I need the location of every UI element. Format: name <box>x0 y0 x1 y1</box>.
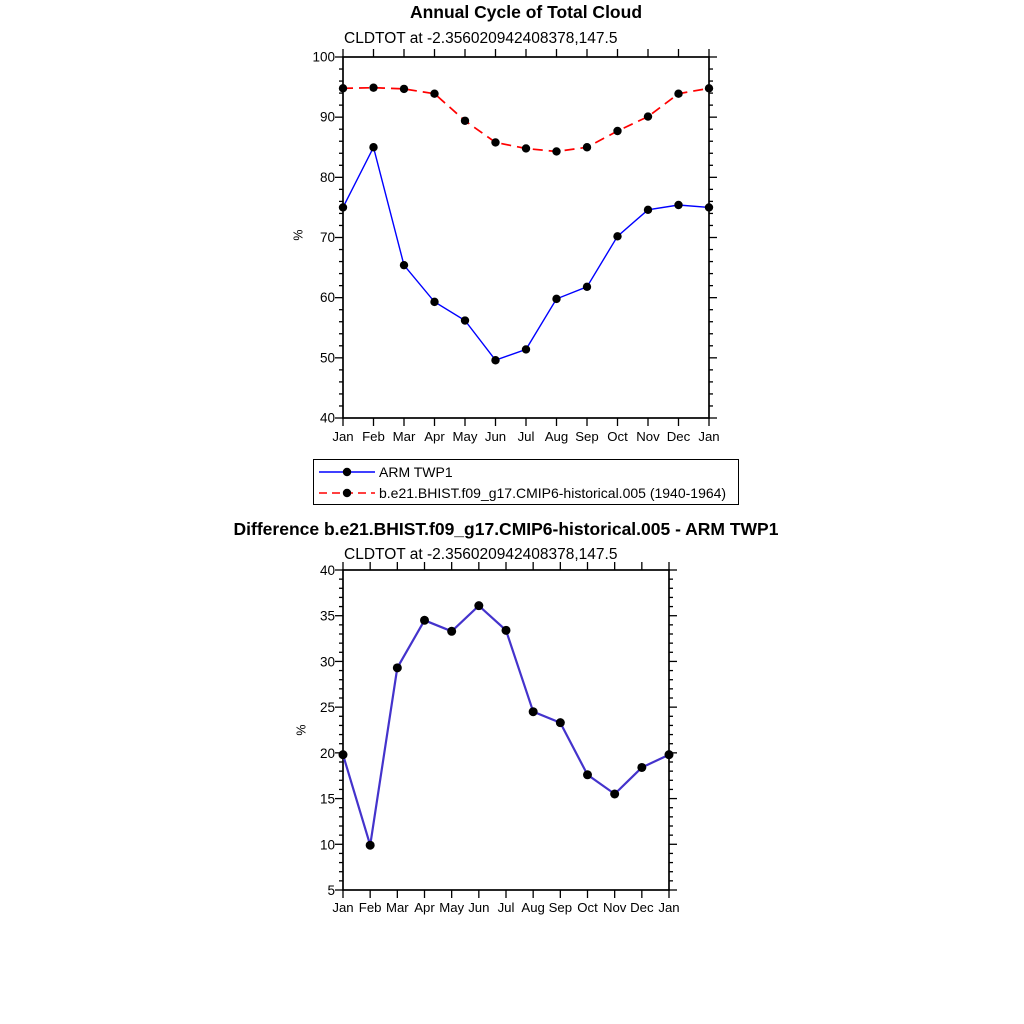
data-point-marker <box>369 83 377 91</box>
y-tick-label: 15 <box>319 791 335 807</box>
data-point-marker <box>393 663 402 672</box>
data-point-marker <box>674 90 682 98</box>
chart2-title: Difference b.e21.BHIST.f09_g17.CMIP6-historical.005 - ARM TWP1 <box>233 519 779 539</box>
y-tick-label: 20 <box>319 745 335 761</box>
legend-line-sample-solid-icon <box>318 466 376 478</box>
y-tick-label: 35 <box>319 608 335 624</box>
chart1-title: Annual Cycle of Total Cloud <box>409 2 643 22</box>
x-tick-label: Dec <box>666 429 691 444</box>
x-tick-label: Oct <box>607 429 628 444</box>
series-line-1 <box>343 147 709 360</box>
data-point-marker <box>430 90 438 98</box>
data-point-marker <box>610 790 619 799</box>
data-point-marker <box>583 770 592 779</box>
chart2-y-axis-label: % <box>294 724 309 736</box>
data-point-marker <box>665 750 674 759</box>
data-point-marker <box>339 203 347 211</box>
x-tick-label: Apr <box>424 429 445 444</box>
data-point-marker <box>400 261 408 269</box>
data-point-marker <box>644 206 652 214</box>
y-tick-label: 30 <box>319 654 335 670</box>
data-point-marker <box>705 84 713 92</box>
x-tick-label: Oct <box>577 900 598 915</box>
axis-frame <box>343 570 669 890</box>
x-tick-label: Sep <box>575 429 599 444</box>
y-tick-label: 70 <box>319 230 335 245</box>
x-tick-label: Nov <box>602 900 627 915</box>
data-point-marker <box>502 626 511 635</box>
y-tick-label: 60 <box>319 290 335 306</box>
x-tick-label: Aug <box>544 429 569 444</box>
legend-line-sample-dashed-icon <box>318 487 376 499</box>
x-tick-label: May <box>452 429 478 444</box>
x-tick-label: Mar <box>392 429 416 444</box>
y-tick-label: 80 <box>319 169 335 185</box>
data-point-marker <box>552 295 560 303</box>
x-tick-label: Jul <box>497 900 515 915</box>
legend-label-arm-twp1: ARM TWP1 <box>379 463 453 480</box>
series-line-1 <box>343 606 669 846</box>
data-point-marker <box>461 316 469 324</box>
x-tick-label: Jun <box>484 429 507 444</box>
x-tick-label: Feb <box>358 900 382 915</box>
x-tick-label: Dec <box>630 900 654 915</box>
chart1-y-axis-label: % <box>291 229 306 241</box>
data-point-marker <box>522 144 530 152</box>
y-tick-label: 50 <box>319 350 335 366</box>
chart1-subtitle: CLDTOT at -2.356020942408378,147.5 <box>344 30 618 47</box>
data-point-marker <box>369 143 377 151</box>
legend-entry-model <box>318 482 738 503</box>
x-tick-label: Feb <box>362 429 385 444</box>
y-tick-label: 10 <box>319 837 335 853</box>
x-tick-label: Nov <box>636 429 660 444</box>
data-point-marker <box>430 298 438 306</box>
x-tick-label: Apr <box>414 900 435 915</box>
data-point-marker <box>637 763 646 772</box>
data-point-marker <box>461 117 469 125</box>
data-point-marker <box>583 283 591 291</box>
data-point-marker <box>705 203 713 211</box>
data-point-marker <box>674 201 682 209</box>
data-point-marker <box>613 232 621 240</box>
data-point-marker <box>339 750 348 759</box>
chart2-subtitle: CLDTOT at -2.356020942408378,147.5 <box>344 546 618 563</box>
x-tick-label: Mar <box>385 900 409 915</box>
data-point-marker <box>339 84 347 92</box>
y-tick-label: 100 <box>312 49 335 65</box>
legend-entry-arm-twp1 <box>318 461 738 482</box>
y-tick-label: 40 <box>319 410 335 426</box>
data-point-marker <box>583 143 591 151</box>
data-point-marker <box>491 138 499 146</box>
y-tick-label: 40 <box>319 563 335 578</box>
data-point-marker <box>491 356 499 364</box>
data-point-marker <box>400 85 408 93</box>
x-tick-label: Jan <box>332 900 354 915</box>
x-tick-label: Jun <box>468 900 490 915</box>
chart-2-plot <box>320 562 680 915</box>
data-point-marker <box>556 718 565 727</box>
legend-label-model: b.e21.BHIST.f09_g17.CMIP6-historical.005 (1940-1964) <box>379 484 727 501</box>
data-point-marker <box>522 345 530 353</box>
chart-1-plot <box>312 49 719 444</box>
series-line-2 <box>343 88 709 152</box>
x-tick-label: May <box>439 900 465 915</box>
data-point-marker <box>420 616 429 625</box>
data-point-marker <box>447 627 456 636</box>
data-point-marker <box>529 707 538 716</box>
data-point-marker <box>552 147 560 155</box>
x-tick-label: Sep <box>548 900 573 915</box>
legend-box <box>313 459 739 505</box>
y-tick-label: 90 <box>319 109 335 125</box>
x-tick-label: Jan <box>658 900 680 915</box>
x-tick-label: Jan <box>698 429 720 444</box>
data-point-marker <box>613 127 621 135</box>
y-tick-label: 25 <box>319 700 335 716</box>
x-tick-label: Aug <box>521 900 545 915</box>
y-tick-label: 5 <box>327 883 335 898</box>
data-point-marker <box>474 601 483 610</box>
data-point-marker <box>644 112 652 120</box>
x-tick-label: Jul <box>517 429 535 444</box>
x-tick-label: Jan <box>332 429 354 444</box>
data-point-marker <box>366 841 375 850</box>
